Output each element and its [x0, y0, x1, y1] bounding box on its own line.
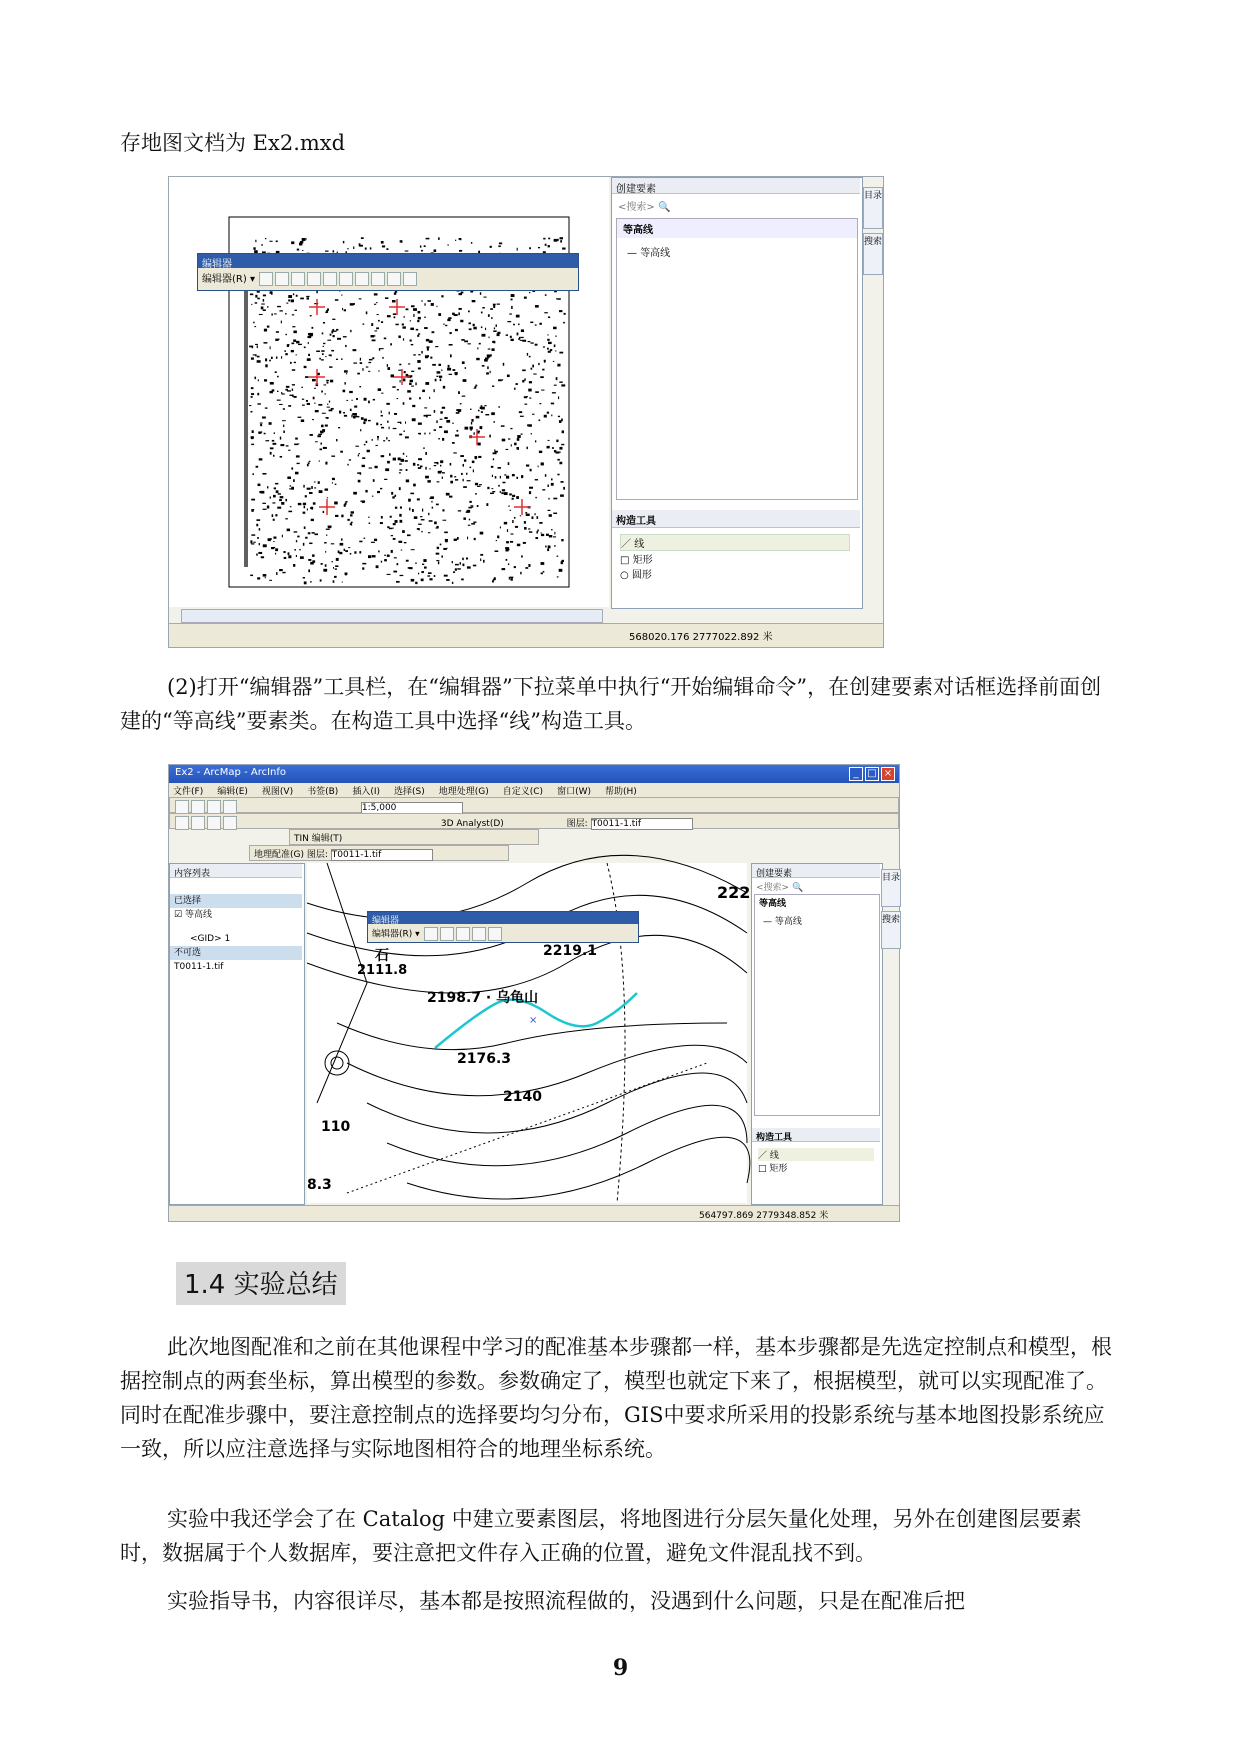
- create-features-panel: [611, 177, 863, 609]
- search-box[interactable]: [618, 198, 670, 213]
- window-titlebar: [169, 765, 899, 783]
- toc-unselectable-group[interactable]: 不可选: [170, 946, 302, 960]
- delete-icon[interactable]: [371, 272, 385, 286]
- toc-tif-layer[interactable]: T0011-1.tif: [174, 962, 224, 972]
- menu-item[interactable]: 自定义(C): [502, 787, 544, 797]
- search-tab[interactable]: 搜索: [863, 233, 883, 275]
- new-icon[interactable]: [175, 800, 189, 814]
- menu-item[interactable]: 帮助(H): [604, 787, 637, 797]
- map-label-9: 110: [321, 1119, 351, 1135]
- summary-paragraph-1: 此次地图配准和之前在其他课程中学习的配准基本步骤都一样，基本步骤都是先选定控制点和模型，根据控制点的两套坐标，算出模型的参数。参数确定了，模型也就定下来了，根据模型，就可以实现配准了。同时在配准步骤中，要注意控制点的选择要均匀分布，GIS中要求所采用的投影系统与基本地图投影系统应一致，所以应注意选择与实际地图相符合的地理坐标系统。: [120, 1335, 1112, 1461]
- open-icon[interactable]: [191, 800, 205, 814]
- editor-menu-2[interactable]: 编辑器(R): [372, 929, 413, 940]
- search-box-2[interactable]: <搜索> 🔍: [756, 883, 804, 893]
- summary-paragraph-3: 实验指导书，内容很详尽，基本都是按照流程做的，没遇到什么问题，只是在配准后把: [167, 1589, 965, 1613]
- catalog-tab-2[interactable]: 目录: [881, 869, 901, 907]
- maximize-button[interactable]: □: [865, 767, 879, 781]
- edit-tool-icon[interactable]: [424, 927, 438, 941]
- map-label-8: 2140: [503, 1089, 542, 1105]
- construct-tools-title: 构造工具: [612, 510, 860, 528]
- zoom-in-icon[interactable]: [175, 816, 189, 830]
- menu-item[interactable]: 选择(S): [394, 787, 425, 797]
- tool-line-2[interactable]: ／ 线: [758, 1148, 874, 1161]
- search-input[interactable]: <搜索>: [618, 202, 655, 213]
- standard-toolbar[interactable]: [169, 797, 899, 813]
- toc-title: 内容列表: [170, 864, 302, 878]
- menu-item[interactable]: 地理处理(G): [438, 787, 489, 797]
- straight-segment-icon[interactable]: [291, 272, 305, 286]
- scanned-map-image: [169, 177, 609, 607]
- pan-icon[interactable]: [207, 816, 221, 830]
- search-tab-2[interactable]: 搜索: [881, 911, 901, 949]
- menu-item[interactable]: 文件(F): [173, 787, 204, 797]
- search-icon[interactable]: 🔍: [657, 202, 671, 213]
- create-features-title: 创建要素: [612, 178, 860, 194]
- map-label-2: 石: [375, 948, 389, 964]
- menu-item[interactable]: 窗口(W): [557, 787, 591, 797]
- screenshot-1: [168, 176, 884, 648]
- rotate-icon[interactable]: [355, 272, 369, 286]
- map-view-1[interactable]: [169, 177, 609, 607]
- catalog-tab[interactable]: 目录: [863, 187, 883, 229]
- map-scrollbar-h[interactable]: [181, 609, 603, 623]
- toc-contour-layer[interactable]: ☑ 等高线: [174, 910, 212, 920]
- layer-select[interactable]: T0011-1.tif: [591, 818, 693, 830]
- zoom-out-icon[interactable]: [191, 816, 205, 830]
- endpoint-arc-icon[interactable]: [307, 272, 321, 286]
- trace-icon[interactable]: [456, 927, 470, 941]
- layer-label: 图层:: [566, 818, 588, 829]
- summary-paragraph-2: 实验中我还学会了在 Catalog 中建立要素图层，将地图进行分层矢量化处理，另外在创建图层要素时，数据属于个人数据库，要注意把文件存入正确的位置，避免文件混乱找不到。: [120, 1507, 1082, 1565]
- georef-menu[interactable]: 地理配准(G): [254, 850, 304, 860]
- construct-tools-title-2: 构造工具: [752, 1128, 880, 1142]
- edit-annotation-icon[interactable]: [275, 272, 289, 286]
- tool-line[interactable]: ／ 线: [620, 534, 850, 551]
- map-label-4: 2219.1: [543, 943, 598, 959]
- map-label-5: 2198.7 · 乌龟山: [427, 990, 539, 1006]
- intro-line: 存地图文档为 Ex2.mxd: [120, 131, 346, 155]
- step2-paragraph: (2)打开“编辑器”工具栏，在“编辑器”下拉菜单中执行“开始编辑命令”，在创建要素对话框选择前面创建的“等高线”要素类。在构造工具中选择“线”构造工具。: [120, 675, 1102, 733]
- map-label-1: 222: [717, 883, 751, 902]
- close-button[interactable]: ×: [881, 767, 895, 781]
- section-heading: 1.4 实验总结: [176, 1262, 346, 1305]
- save-icon[interactable]: [207, 800, 221, 814]
- menu-item[interactable]: 编辑(E): [217, 787, 248, 797]
- map-label-3: 2111.8: [357, 963, 408, 978]
- print-icon[interactable]: [223, 800, 237, 814]
- toc-gid: <GID> 1: [190, 934, 231, 944]
- coordinate-readout: 568020.176 2777022.892 米: [629, 632, 773, 643]
- attributes-icon[interactable]: [488, 927, 502, 941]
- georef-layer-select[interactable]: T0011-1.tif: [331, 849, 433, 861]
- status-bar-2: [169, 1205, 899, 1221]
- menu-item[interactable]: 插入(I): [352, 787, 380, 797]
- template-item-2[interactable]: — 等高线: [763, 917, 802, 927]
- screenshot-2: [168, 764, 900, 1222]
- create-features-panel-2: [751, 863, 883, 1205]
- layer-group-header-2: 等高线: [759, 899, 787, 909]
- edit-tool-icon[interactable]: [259, 272, 273, 286]
- map-view-2[interactable]: [307, 863, 751, 1203]
- menu-bar: [169, 783, 899, 797]
- scale-box[interactable]: 1:5,000: [361, 802, 463, 814]
- straight-segment-icon[interactable]: [440, 927, 454, 941]
- map-label-7: 2176.3: [457, 1051, 512, 1067]
- tool-more[interactable]: ○ 圆形: [620, 570, 652, 581]
- tin-editor-menu[interactable]: TIN 编辑(T): [294, 834, 343, 844]
- svg-text:×: ×: [529, 1015, 538, 1026]
- tool-rect-2[interactable]: □ 矩形: [758, 1164, 788, 1174]
- full-extent-icon[interactable]: [223, 816, 237, 830]
- editor-toolbar-2[interactable]: 编辑器 编辑器(R) ▾: [367, 911, 639, 943]
- editor-toolbar-2-title: 编辑器: [368, 912, 638, 924]
- attributes-icon[interactable]: [387, 272, 401, 286]
- editor-menu[interactable]: 编辑器(R): [202, 274, 247, 285]
- toc-selected-group[interactable]: 已选择: [170, 894, 302, 908]
- tool-rect[interactable]: □ 矩形: [620, 555, 653, 566]
- template-list[interactable]: [616, 218, 858, 500]
- menu-item[interactable]: 书签(B): [307, 787, 339, 797]
- analyst-menu[interactable]: 3D Analyst(D): [440, 818, 504, 829]
- georef-toolbar[interactable]: [249, 845, 509, 861]
- construct-tools-list[interactable]: [620, 534, 850, 581]
- toc-panel: [169, 863, 305, 1205]
- menu-item[interactable]: 视图(V): [261, 787, 294, 797]
- status-bar-1: [169, 623, 883, 647]
- minimize-button[interactable]: _: [849, 767, 863, 781]
- coordinate-readout-2: 564797.869 2779348.852 米: [699, 1211, 829, 1221]
- split-icon[interactable]: [339, 272, 353, 286]
- editor-toolbar[interactable]: 编辑器 编辑器(R) ▾: [197, 253, 579, 291]
- construct-tools-list-2[interactable]: [758, 1148, 874, 1174]
- editor-toolbar-title: 编辑器: [198, 254, 578, 268]
- tools-toolbar[interactable]: [169, 813, 899, 829]
- map-label-10: 8.3: [307, 1177, 332, 1193]
- georef-layer-label: 图层:: [306, 850, 328, 860]
- sketch-properties-icon[interactable]: [403, 272, 417, 286]
- split-icon[interactable]: [472, 927, 486, 941]
- template-item[interactable]: — 等高线: [627, 248, 671, 259]
- tin-toolbar[interactable]: [289, 829, 539, 845]
- trace-icon[interactable]: [323, 272, 337, 286]
- create-features-title-2: 创建要素: [752, 864, 880, 878]
- page-number: 9: [612, 1655, 629, 1681]
- layer-group-header: 等高线: [617, 219, 857, 238]
- template-list-2[interactable]: [754, 894, 880, 1116]
- window-title: Ex2 - ArcMap - ArcInfo: [175, 767, 287, 778]
